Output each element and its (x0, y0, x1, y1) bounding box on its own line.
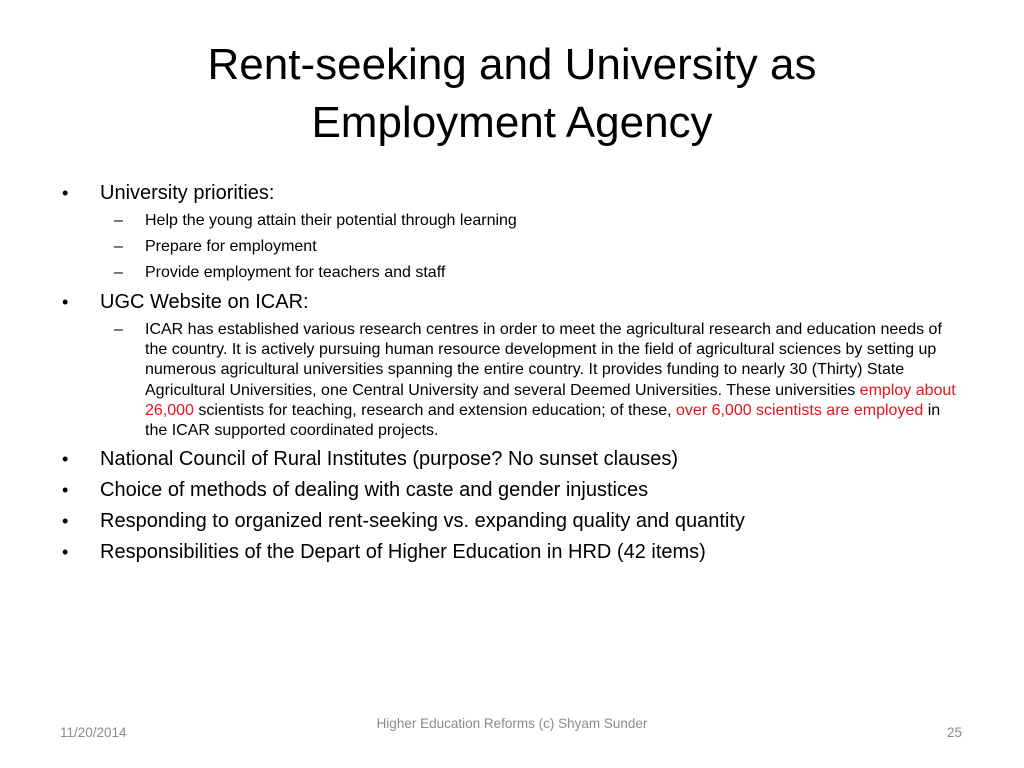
dash-marker: – (114, 321, 123, 338)
bullet-marker: • (62, 511, 69, 532)
sub-list-icar (60, 320, 960, 441)
sub-item (60, 263, 960, 283)
bullet-text: National Council of Rural Institutes (purpose? No sunset clauses) (100, 448, 679, 471)
dash-marker: – (114, 264, 123, 281)
bullet-text: Choice of methods of dealing with caste and gender injustices (100, 479, 649, 502)
dash-marker: – (114, 212, 123, 229)
slide-content (60, 180, 960, 570)
bullet-text: University priorities: (100, 182, 275, 204)
page-number: 25 (946, 725, 962, 740)
icar-highlight-employed: over 6,000 scientists are employed (676, 401, 924, 419)
bullet-marker: • (62, 449, 69, 470)
bullet-rural-institutes (60, 446, 960, 472)
dash-marker: – (114, 238, 123, 255)
sub-item (60, 211, 960, 231)
slide-title (60, 36, 964, 152)
bullet-marker: • (62, 292, 69, 312)
sub-item-text: Provide employment for teachers and staff (145, 264, 446, 281)
footer-date: 11/20/2014 (60, 725, 127, 740)
bullet-marker: • (62, 183, 69, 203)
bullet-marker: • (62, 480, 69, 501)
bullet-responsibilities (60, 539, 960, 565)
bullet-marker: • (62, 542, 69, 563)
bullet-university-priorities (60, 180, 960, 206)
sub-list-priorities (60, 211, 960, 283)
title-line-2: Employment Agency (311, 98, 713, 147)
icar-highlight-employ: employ about 26,000 (145, 381, 956, 419)
bullet-caste-gender (60, 477, 960, 503)
title-line-1: Rent-seeking and University as (207, 40, 817, 89)
icar-text-part2: scientists for teaching, research and extension education; of these, (193, 401, 676, 419)
bullet-ugc-website (60, 289, 960, 315)
sub-item-text: Help the young attain their potential through learning (145, 212, 517, 229)
footer-text: Higher Education Reforms (c) Shyam Sunder (376, 716, 648, 731)
bullet-text: Responding to organized rent-seeking vs. expanding quality and quantity (100, 510, 745, 533)
icar-paragraph (60, 320, 960, 441)
icar-text-part1: ICAR has established various research centres in order to meet the agricultural research and education needs of the country. It is actively pursuing human resource development in the field of agricultural sciences by setting up numerous agricultural universities spanning the entire country. It provides funding to nearly 30 (Thirty) State Agricultural Universities, one Central University and several Deemed Universities. These universities (145, 321, 942, 399)
sub-item-text: Prepare for employment (145, 238, 317, 255)
icar-text-part3: in the ICAR supported coordinated projects. (145, 401, 941, 440)
bullet-text: UGC Website on ICAR: (100, 291, 309, 313)
bullet-text: Responsibilities of the Depart of Higher Education in HRD (42 items) (100, 541, 706, 564)
bullet-rent-seeking (60, 508, 960, 534)
sub-item (60, 237, 960, 257)
